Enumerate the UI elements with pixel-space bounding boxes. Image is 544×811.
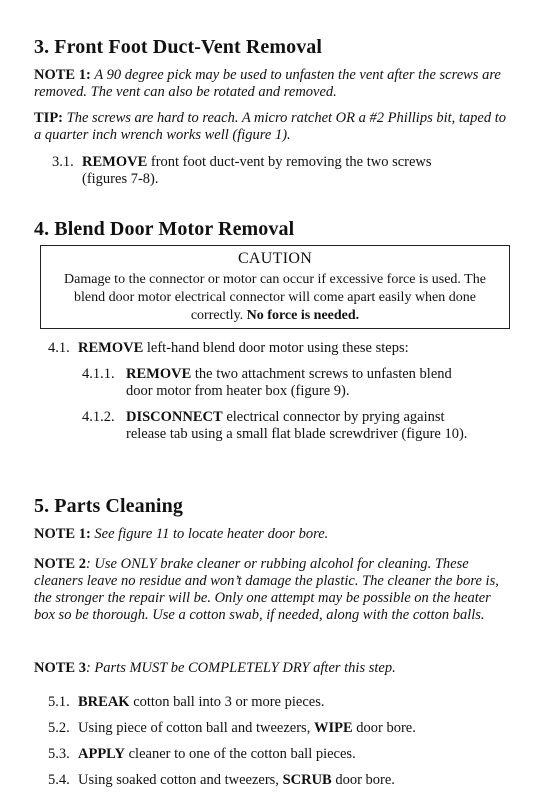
step-text [48,772,508,789]
caution-strong-text: No force is needed. [246,308,360,323]
step-text [52,154,472,188]
step-body: cleaner to one of the cotton ball pieces. [125,746,356,762]
step-body: the two attachment screws to unfasten blend door motor from heater box (figure 9). [126,366,452,399]
note-text: : Use ONLY brake cleaner or rubbing alcohol for cleaning. These cleaners leave no residue and won’t damage the plastic. The cleaner the bore is, the stronger the repair will be. Only one attempt may be possible on the heater box so be thorough. Use a cotton swab, if needed, along with the cotton balls. [34,556,499,623]
step-body: left-hand blend door motor using these steps: [143,340,409,356]
step-5-1 [48,694,508,711]
section-3-heading: 3. Front Foot Duct-Vent Removal [34,36,323,58]
step-body: door bore. [352,720,416,736]
step-text [82,409,480,443]
step-number: 4.1. [48,340,70,356]
step-3-1 [52,154,472,188]
note-label: NOTE 3 [34,660,86,676]
step-pre: Using soaked cotton and tweezers, [78,772,283,788]
step-number: 5.4. [48,772,70,788]
step-body: cotton ball into 3 or more pieces. [129,694,325,710]
section-5-heading: 5. Parts Cleaning [34,495,183,517]
step-4-1 [48,340,508,357]
step-verb: BREAK [78,694,130,710]
step-text [48,340,508,357]
step-pre: Using piece of cotton ball and tweezers, [78,720,314,736]
step-5-3 [48,746,508,763]
tip-text: The screws are hard to reach. A micro ratchet OR a #2 Phillips bit, taped to a quarter inch wrench works well (figure 1). [34,110,507,143]
tip-label: TIP: [34,110,63,126]
caution-box [40,245,510,329]
step-text [48,694,508,711]
step-verb: DISCONNECT [126,409,223,425]
note-text: See figure 11 to locate heater door bore. [94,526,329,542]
section-4-heading: 4. Blend Door Motor Removal [34,218,295,240]
step-body: door bore. [331,772,395,788]
step-number: 4.1.1. [82,366,115,382]
step-verb: APPLY [78,746,125,762]
step-body: front foot duct-vent by removing the two screws (figures 7-8). [82,154,432,187]
step-text [48,720,508,737]
step-text [82,366,480,400]
step-verb: WIPE [313,720,353,736]
step-text [48,746,508,763]
step-4-1-2 [82,409,480,443]
section-5-note-2 [34,556,514,624]
step-5-2 [48,720,508,737]
caution-body [49,271,501,325]
step-5-4 [48,772,508,789]
step-number: 4.1.2. [82,409,115,425]
note-text: : Parts MUST be COMPLETELY DRY after this step. [85,660,396,676]
step-verb: REMOVE [126,366,192,382]
step-number: 5.1. [48,694,70,710]
note-text: A 90 degree pick may be used to unfasten the vent after the screws are removed. The vent can also be rotated and removed. [34,67,501,100]
caution-text: Damage to the connector or motor can occur if excessive force is used. The blend door motor electrical connector will come apart easily when done correctly. [64,272,486,323]
step-number: 3.1. [52,154,74,170]
step-number: 5.2. [48,720,70,736]
step-body: electrical connector by prying against release tab using a small flat blade screwdriver (figure 10). [126,409,468,442]
note-label: NOTE 1: [34,67,91,83]
section-5-note-1 [34,526,514,543]
section-5-note-3 [34,660,514,677]
section-3-tip [34,110,514,144]
step-4-1-1 [82,366,480,400]
note-label: NOTE 1: [34,526,91,542]
section-3-note-1 [34,67,514,101]
step-verb: SCRUB [282,772,332,788]
caution-title: CAUTION [237,250,313,267]
step-verb: REMOVE [82,154,148,170]
note-label: NOTE 2 [34,556,86,572]
step-number: 5.3. [48,746,70,762]
step-verb: REMOVE [78,340,144,356]
